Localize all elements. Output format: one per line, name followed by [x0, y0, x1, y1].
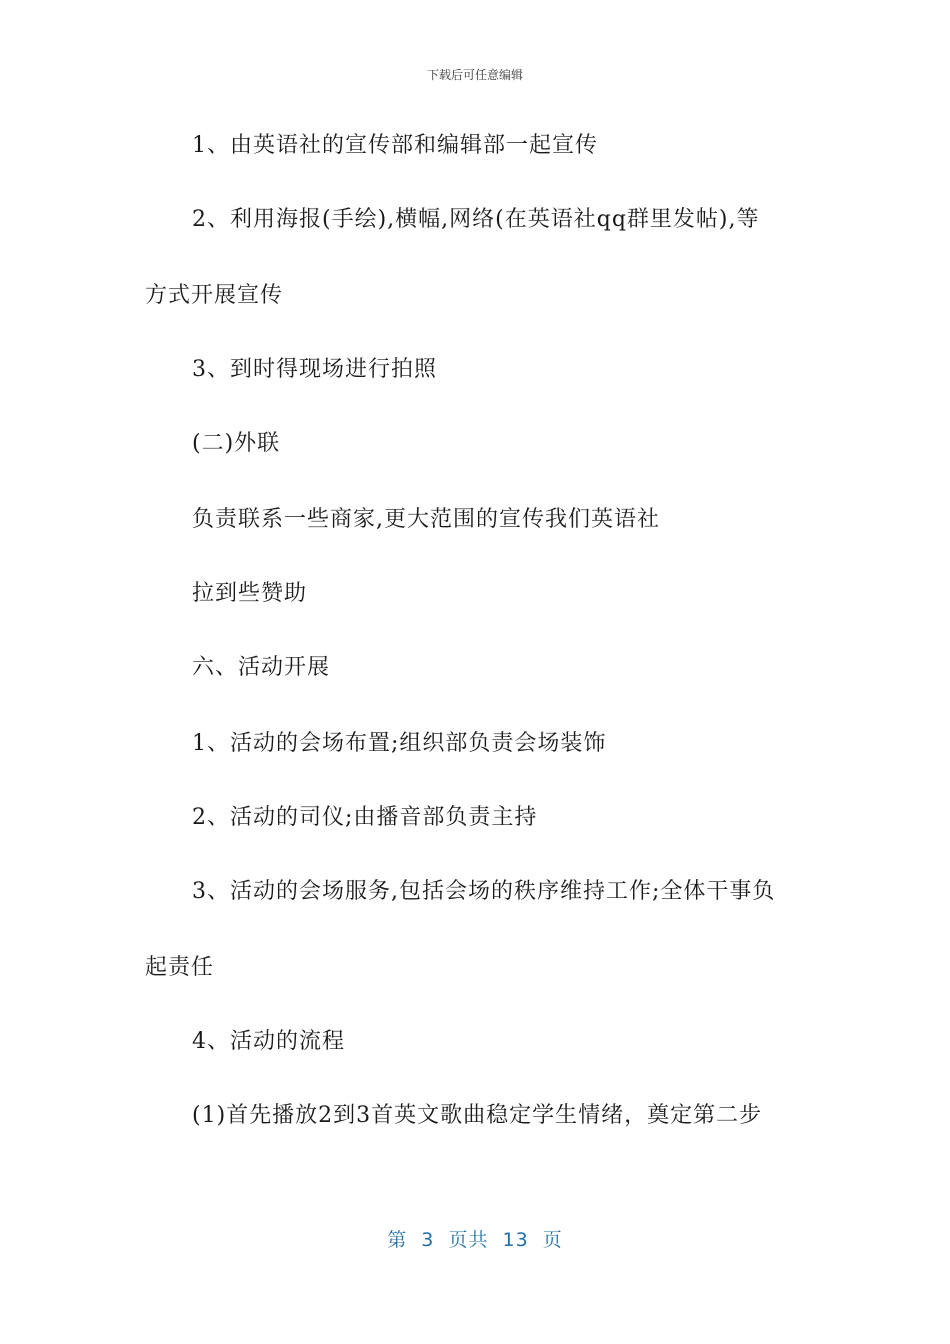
paragraph-line: 2、利用海报(手绘),横幅,网络(在英语社qq群里发帖),等 — [192, 207, 760, 232]
page-number: 第 3 页共 13 页 — [387, 1229, 563, 1251]
paragraph-line: 2、活动的司仪;由播音部负责主持 — [192, 805, 538, 830]
paragraph-line: 拉到些赞助 — [192, 581, 308, 606]
section-heading: 六、活动开展 — [192, 655, 331, 680]
section-heading: (二)外联 — [192, 431, 281, 456]
header-note: 下载后可任意编辑 — [426, 68, 523, 82]
paragraph-line: 起责任 — [145, 955, 215, 980]
paragraph-line: 3、活动的会场服务,包括会场的秩序维持工作;全体干事负 — [192, 879, 776, 904]
paragraph-line: 1、活动的会场布置;组织部负责会场装饰 — [192, 731, 607, 756]
paragraph-line: 方式开展宣传 — [145, 283, 284, 308]
paragraph-line: (1)首先播放2到3首英文歌曲稳定学生情绪，奠定第二步 — [192, 1103, 763, 1128]
paragraph-line: 3、到时得现场进行拍照 — [192, 357, 437, 382]
paragraph-line: 负责联系一些商家,更大范围的宣传我们英语社 — [192, 507, 660, 532]
paragraph-line: 1、由英语社的宣传部和编辑部一起宣传 — [192, 133, 598, 158]
paragraph-line: 4、活动的流程 — [192, 1029, 345, 1054]
